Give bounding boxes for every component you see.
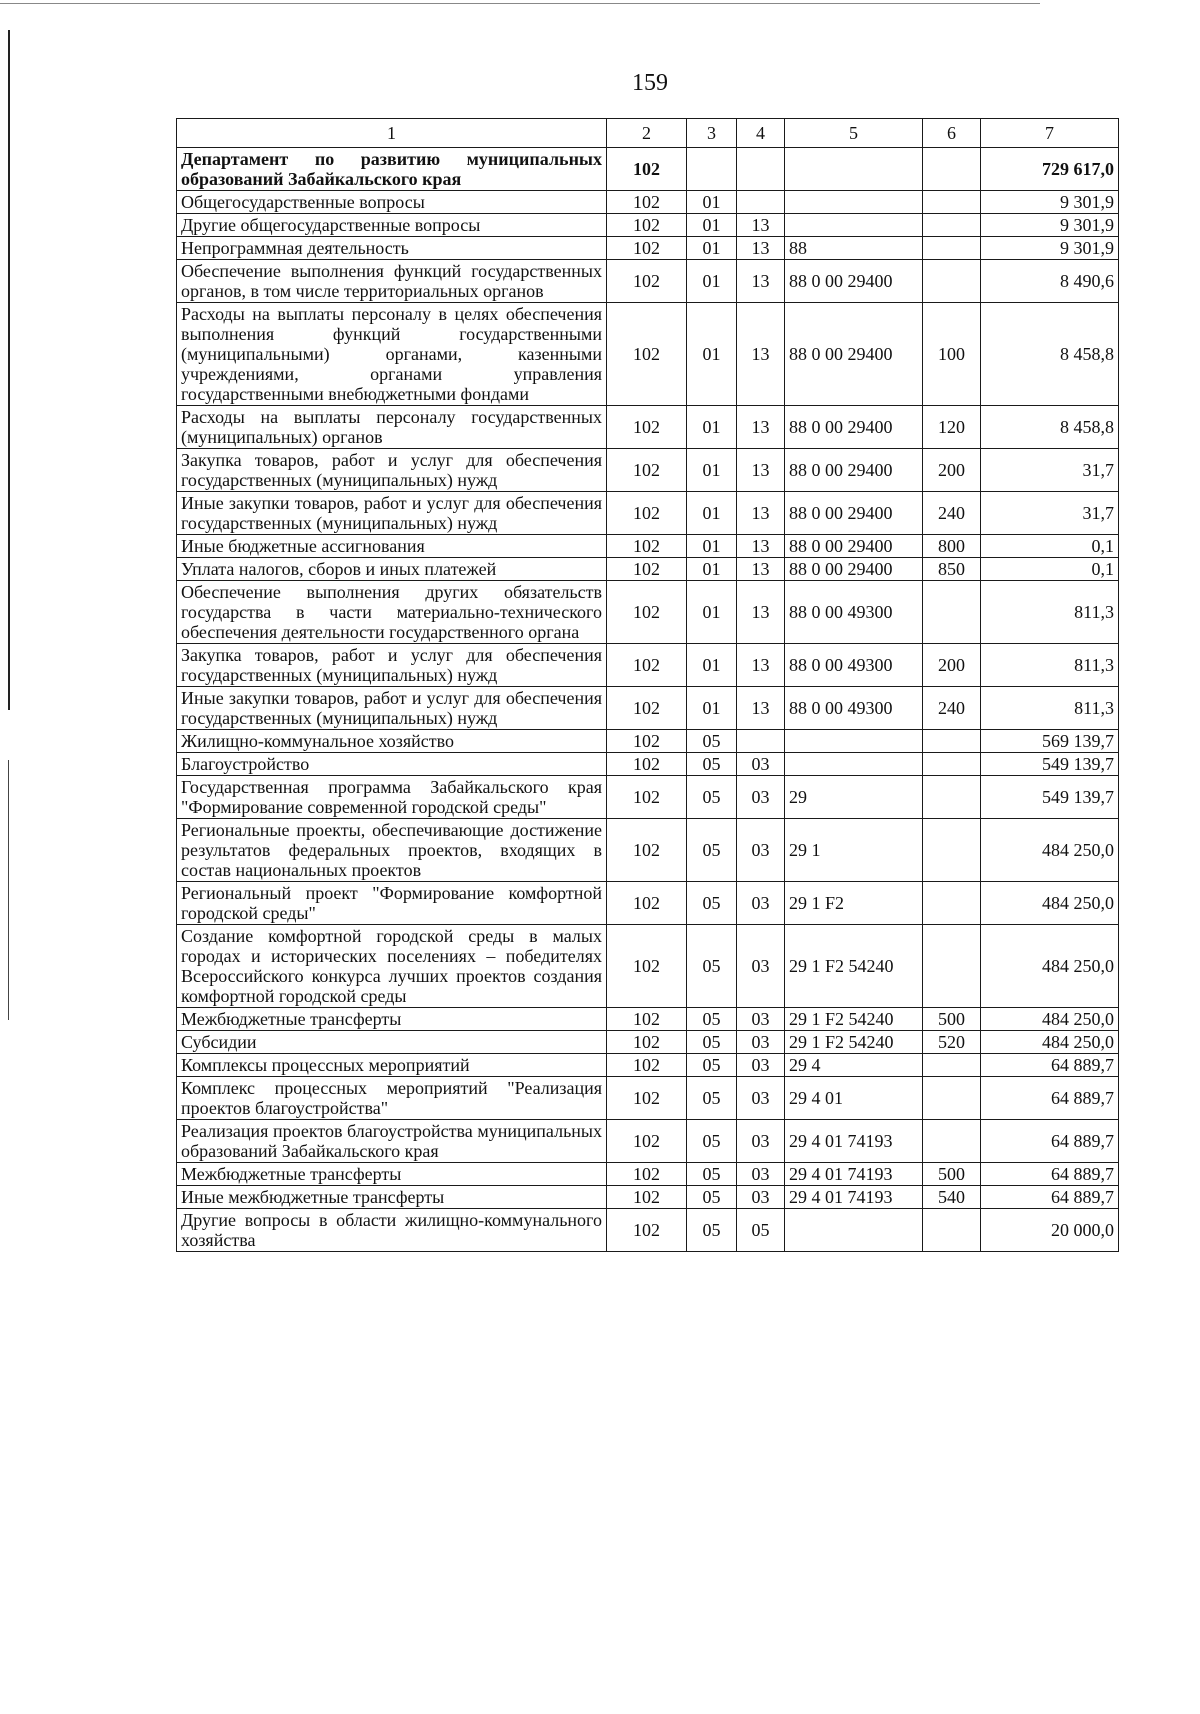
row-target-article: 88 0 00 49300: [785, 581, 923, 644]
row-section-code: 05: [687, 819, 737, 882]
row-ministry-code: 102: [607, 260, 687, 303]
row-subsection-code: [737, 730, 785, 753]
row-target-article: 88 0 00 49300: [785, 687, 923, 730]
row-subsection-code: 03: [737, 776, 785, 819]
row-name: Расходы на выплаты персоналу в целях обеспечения выполнения функций государственными (муниципальными) органами, казенными учреждениями, органами управления государственными внебюджетными фондами: [177, 303, 607, 406]
table-row: [177, 819, 1119, 882]
row-section-code: 05: [687, 1163, 737, 1186]
row-subsection-code: [737, 191, 785, 214]
row-subsection-code: 03: [737, 1054, 785, 1077]
row-section-code: 01: [687, 191, 737, 214]
row-ministry-code: 102: [607, 492, 687, 535]
row-amount: 484 250,0: [981, 1008, 1119, 1031]
row-ministry-code: 102: [607, 1031, 687, 1054]
row-subsection-code: 13: [737, 260, 785, 303]
row-ministry-code: 102: [607, 1077, 687, 1120]
row-expense-type: 240: [923, 687, 981, 730]
row-ministry-code: 102: [607, 644, 687, 687]
row-ministry-code: 102: [607, 303, 687, 406]
table-row: [177, 406, 1119, 449]
row-amount: 64 889,7: [981, 1077, 1119, 1120]
row-section-code: 05: [687, 1008, 737, 1031]
table-row: [177, 687, 1119, 730]
row-amount: 31,7: [981, 449, 1119, 492]
row-name: Расходы на выплаты персоналу государственных (муниципальных) органов: [177, 406, 607, 449]
row-ministry-code: 102: [607, 1186, 687, 1209]
row-amount: 811,3: [981, 581, 1119, 644]
row-amount: 484 250,0: [981, 819, 1119, 882]
row-ministry-code: 102: [607, 558, 687, 581]
header-col-5: 5: [785, 119, 923, 148]
row-expense-type: [923, 819, 981, 882]
row-amount: 549 139,7: [981, 776, 1119, 819]
row-target-article: 29 4 01 74193: [785, 1163, 923, 1186]
row-ministry-code: 102: [607, 687, 687, 730]
row-target-article: 88 0 00 29400: [785, 406, 923, 449]
table-row: [177, 148, 1119, 191]
row-name: Создание комфортной городской среды в малых городах и исторических поселениях – победителях Всероссийского конкурса лучших проектов создания комфортной городской среды: [177, 925, 607, 1008]
row-section-code: 01: [687, 558, 737, 581]
row-target-article: 88 0 00 29400: [785, 535, 923, 558]
row-target-article: 29 1 F2 54240: [785, 1008, 923, 1031]
row-amount: 64 889,7: [981, 1186, 1119, 1209]
row-section-code: 01: [687, 214, 737, 237]
row-name: Обеспечение выполнения других обязательств государства в части материально-технического обеспечения деятельности государственного органа: [177, 581, 607, 644]
row-subsection-code: 03: [737, 1031, 785, 1054]
row-expense-type: [923, 1054, 981, 1077]
row-subsection-code: 13: [737, 581, 785, 644]
row-name: Иные закупки товаров, работ и услуг для обеспечения государственных (муниципальных) нужд: [177, 492, 607, 535]
row-name: Иные межбюджетные трансферты: [177, 1186, 607, 1209]
row-subsection-code: 13: [737, 237, 785, 260]
table-row: [177, 882, 1119, 925]
row-subsection-code: [737, 148, 785, 191]
row-target-article: 29: [785, 776, 923, 819]
row-section-code: 01: [687, 687, 737, 730]
row-amount: 64 889,7: [981, 1163, 1119, 1186]
row-amount: 8 490,6: [981, 260, 1119, 303]
row-name: Благоустройство: [177, 753, 607, 776]
row-target-article: 29 4 01: [785, 1077, 923, 1120]
row-subsection-code: 13: [737, 644, 785, 687]
header-col-3: 3: [687, 119, 737, 148]
row-target-article: [785, 1209, 923, 1252]
row-name: Иные закупки товаров, работ и услуг для обеспечения государственных (муниципальных) нужд: [177, 687, 607, 730]
table-row: [177, 753, 1119, 776]
row-target-article: 29 4 01 74193: [785, 1120, 923, 1163]
row-expense-type: 500: [923, 1008, 981, 1031]
table-row: [177, 191, 1119, 214]
row-name: Департамент по развитию муниципальных образований Забайкальского края: [177, 148, 607, 191]
row-amount: 0,1: [981, 558, 1119, 581]
row-subsection-code: 03: [737, 882, 785, 925]
row-name: Закупка товаров, работ и услуг для обеспечения государственных (муниципальных) нужд: [177, 644, 607, 687]
table-row: [177, 1209, 1119, 1252]
row-amount: 569 139,7: [981, 730, 1119, 753]
row-ministry-code: 102: [607, 1209, 687, 1252]
row-section-code: 01: [687, 581, 737, 644]
row-section-code: 01: [687, 644, 737, 687]
row-expense-type: 540: [923, 1186, 981, 1209]
row-ministry-code: 102: [607, 925, 687, 1008]
table-row: [177, 1031, 1119, 1054]
page-number: 159: [632, 70, 668, 96]
row-expense-type: [923, 753, 981, 776]
row-target-article: 29 1: [785, 819, 923, 882]
table-row: [177, 925, 1119, 1008]
row-amount: 484 250,0: [981, 925, 1119, 1008]
row-amount: 0,1: [981, 535, 1119, 558]
row-amount: 9 301,9: [981, 191, 1119, 214]
row-ministry-code: 102: [607, 581, 687, 644]
row-ministry-code: 102: [607, 819, 687, 882]
row-amount: 8 458,8: [981, 406, 1119, 449]
row-name: Межбюджетные трансферты: [177, 1163, 607, 1186]
row-section-code: 01: [687, 449, 737, 492]
row-subsection-code: 13: [737, 687, 785, 730]
row-ministry-code: 102: [607, 1054, 687, 1077]
row-section-code: 05: [687, 776, 737, 819]
row-expense-type: 850: [923, 558, 981, 581]
row-amount: 64 889,7: [981, 1054, 1119, 1077]
row-target-article: 29 4 01 74193: [785, 1186, 923, 1209]
row-ministry-code: 102: [607, 776, 687, 819]
row-name: Обеспечение выполнения функций государственных органов, в том числе территориальных органов: [177, 260, 607, 303]
scan-top-edge: [0, 3, 1040, 4]
row-expense-type: [923, 776, 981, 819]
row-amount: 811,3: [981, 687, 1119, 730]
row-amount: 9 301,9: [981, 214, 1119, 237]
table-row: [177, 492, 1119, 535]
table-row: [177, 1163, 1119, 1186]
row-expense-type: [923, 1209, 981, 1252]
table-row: [177, 237, 1119, 260]
row-subsection-code: 13: [737, 214, 785, 237]
row-subsection-code: 13: [737, 406, 785, 449]
row-section-code: 05: [687, 1120, 737, 1163]
row-target-article: 88: [785, 237, 923, 260]
row-target-article: 88 0 00 29400: [785, 260, 923, 303]
row-expense-type: 520: [923, 1031, 981, 1054]
row-expense-type: [923, 581, 981, 644]
row-name: Межбюджетные трансферты: [177, 1008, 607, 1031]
row-target-article: 29 4: [785, 1054, 923, 1077]
row-target-article: [785, 148, 923, 191]
row-section-code: [687, 148, 737, 191]
row-ministry-code: 102: [607, 449, 687, 492]
table-row: [177, 535, 1119, 558]
row-name: Другие вопросы в области жилищно-коммунального хозяйства: [177, 1209, 607, 1252]
header-col-1: 1: [177, 119, 607, 148]
row-section-code: 05: [687, 1031, 737, 1054]
row-ministry-code: 102: [607, 1008, 687, 1031]
table-row: [177, 1054, 1119, 1077]
row-expense-type: 240: [923, 492, 981, 535]
table-row: [177, 260, 1119, 303]
header-col-2: 2: [607, 119, 687, 148]
header-col-6: 6: [923, 119, 981, 148]
row-name: Комплексы процессных мероприятий: [177, 1054, 607, 1077]
row-section-code: 01: [687, 406, 737, 449]
table-row: [177, 449, 1119, 492]
row-ministry-code: 102: [607, 535, 687, 558]
row-section-code: 01: [687, 237, 737, 260]
row-expense-type: 500: [923, 1163, 981, 1186]
row-amount: 31,7: [981, 492, 1119, 535]
row-ministry-code: 102: [607, 148, 687, 191]
row-section-code: 05: [687, 925, 737, 1008]
row-expense-type: [923, 1120, 981, 1163]
table-row: [177, 1008, 1119, 1031]
row-subsection-code: 13: [737, 449, 785, 492]
row-name: Уплата налогов, сборов и иных платежей: [177, 558, 607, 581]
row-subsection-code: 03: [737, 925, 785, 1008]
scan-left-edge: [8, 30, 10, 710]
row-ministry-code: 102: [607, 214, 687, 237]
row-ministry-code: 102: [607, 882, 687, 925]
row-ministry-code: 102: [607, 730, 687, 753]
table-row: [177, 1077, 1119, 1120]
row-subsection-code: 03: [737, 1008, 785, 1031]
header-row: [177, 119, 1119, 148]
row-subsection-code: 13: [737, 558, 785, 581]
row-amount: 9 301,9: [981, 237, 1119, 260]
row-name: Комплекс процессных мероприятий "Реализация проектов благоустройства": [177, 1077, 607, 1120]
row-section-code: 01: [687, 303, 737, 406]
table-row: [177, 776, 1119, 819]
row-ministry-code: 102: [607, 237, 687, 260]
row-subsection-code: 13: [737, 492, 785, 535]
row-amount: 20 000,0: [981, 1209, 1119, 1252]
row-target-article: [785, 730, 923, 753]
row-expense-type: [923, 237, 981, 260]
row-ministry-code: 102: [607, 191, 687, 214]
row-subsection-code: 03: [737, 1077, 785, 1120]
row-target-article: 88 0 00 49300: [785, 644, 923, 687]
row-expense-type: [923, 214, 981, 237]
row-subsection-code: 03: [737, 1120, 785, 1163]
row-name: Иные бюджетные ассигнования: [177, 535, 607, 558]
row-amount: 8 458,8: [981, 303, 1119, 406]
row-name: Непрограммная деятельность: [177, 237, 607, 260]
row-expense-type: [923, 730, 981, 753]
row-target-article: 29 1 F2 54240: [785, 1031, 923, 1054]
row-amount: 484 250,0: [981, 1031, 1119, 1054]
row-amount: 729 617,0: [981, 148, 1119, 191]
table-row: [177, 214, 1119, 237]
budget-table: [176, 118, 1119, 1252]
row-ministry-code: 102: [607, 406, 687, 449]
row-expense-type: [923, 191, 981, 214]
row-ministry-code: 102: [607, 1163, 687, 1186]
row-expense-type: 800: [923, 535, 981, 558]
table-row: [177, 558, 1119, 581]
scan-left-edge-lower: [8, 760, 9, 1020]
table-row: [177, 730, 1119, 753]
row-target-article: [785, 753, 923, 776]
row-section-code: 05: [687, 730, 737, 753]
row-section-code: 01: [687, 492, 737, 535]
row-expense-type: [923, 925, 981, 1008]
table-row: [177, 1120, 1119, 1163]
row-expense-type: [923, 148, 981, 191]
header-col-7: 7: [981, 119, 1119, 148]
row-expense-type: 200: [923, 644, 981, 687]
row-target-article: 88 0 00 29400: [785, 303, 923, 406]
row-section-code: 05: [687, 1054, 737, 1077]
row-name: Субсидии: [177, 1031, 607, 1054]
row-section-code: 05: [687, 1186, 737, 1209]
row-name: Региональные проекты, обеспечивающие достижение результатов федеральных проектов, входящих в состав национальных проектов: [177, 819, 607, 882]
table-row: [177, 644, 1119, 687]
row-name: Государственная программа Забайкальского края "Формирование современной городской среды": [177, 776, 607, 819]
row-name: Другие общегосударственные вопросы: [177, 214, 607, 237]
table-row: [177, 303, 1119, 406]
row-name: Общегосударственные вопросы: [177, 191, 607, 214]
row-expense-type: 200: [923, 449, 981, 492]
row-target-article: 29 1 F2 54240: [785, 925, 923, 1008]
row-subsection-code: 03: [737, 753, 785, 776]
row-amount: 811,3: [981, 644, 1119, 687]
row-target-article: 88 0 00 29400: [785, 492, 923, 535]
table-row: [177, 581, 1119, 644]
row-amount: 549 139,7: [981, 753, 1119, 776]
row-subsection-code: 13: [737, 535, 785, 558]
row-target-article: [785, 214, 923, 237]
row-section-code: 05: [687, 753, 737, 776]
row-subsection-code: 13: [737, 303, 785, 406]
row-section-code: 05: [687, 882, 737, 925]
row-name: Реализация проектов благоустройства муниципальных образований Забайкальского края: [177, 1120, 607, 1163]
header-col-4: 4: [737, 119, 785, 148]
row-subsection-code: 05: [737, 1209, 785, 1252]
row-ministry-code: 102: [607, 1120, 687, 1163]
row-target-article: 88 0 00 29400: [785, 558, 923, 581]
row-target-article: [785, 191, 923, 214]
row-target-article: 29 1 F2: [785, 882, 923, 925]
row-name: Жилищно-коммунальное хозяйство: [177, 730, 607, 753]
row-subsection-code: 03: [737, 819, 785, 882]
row-name: Закупка товаров, работ и услуг для обеспечения государственных (муниципальных) нужд: [177, 449, 607, 492]
row-subsection-code: 03: [737, 1163, 785, 1186]
row-section-code: 05: [687, 1209, 737, 1252]
row-expense-type: 100: [923, 303, 981, 406]
row-expense-type: [923, 882, 981, 925]
row-expense-type: [923, 1077, 981, 1120]
row-amount: 64 889,7: [981, 1120, 1119, 1163]
table-row: [177, 1186, 1119, 1209]
row-name: Региональный проект "Формирование комфортной городской среды": [177, 882, 607, 925]
row-amount: 484 250,0: [981, 882, 1119, 925]
row-expense-type: [923, 260, 981, 303]
row-section-code: 01: [687, 535, 737, 558]
row-expense-type: 120: [923, 406, 981, 449]
row-section-code: 01: [687, 260, 737, 303]
row-section-code: 05: [687, 1077, 737, 1120]
row-ministry-code: 102: [607, 753, 687, 776]
row-target-article: 88 0 00 29400: [785, 449, 923, 492]
row-subsection-code: 03: [737, 1186, 785, 1209]
